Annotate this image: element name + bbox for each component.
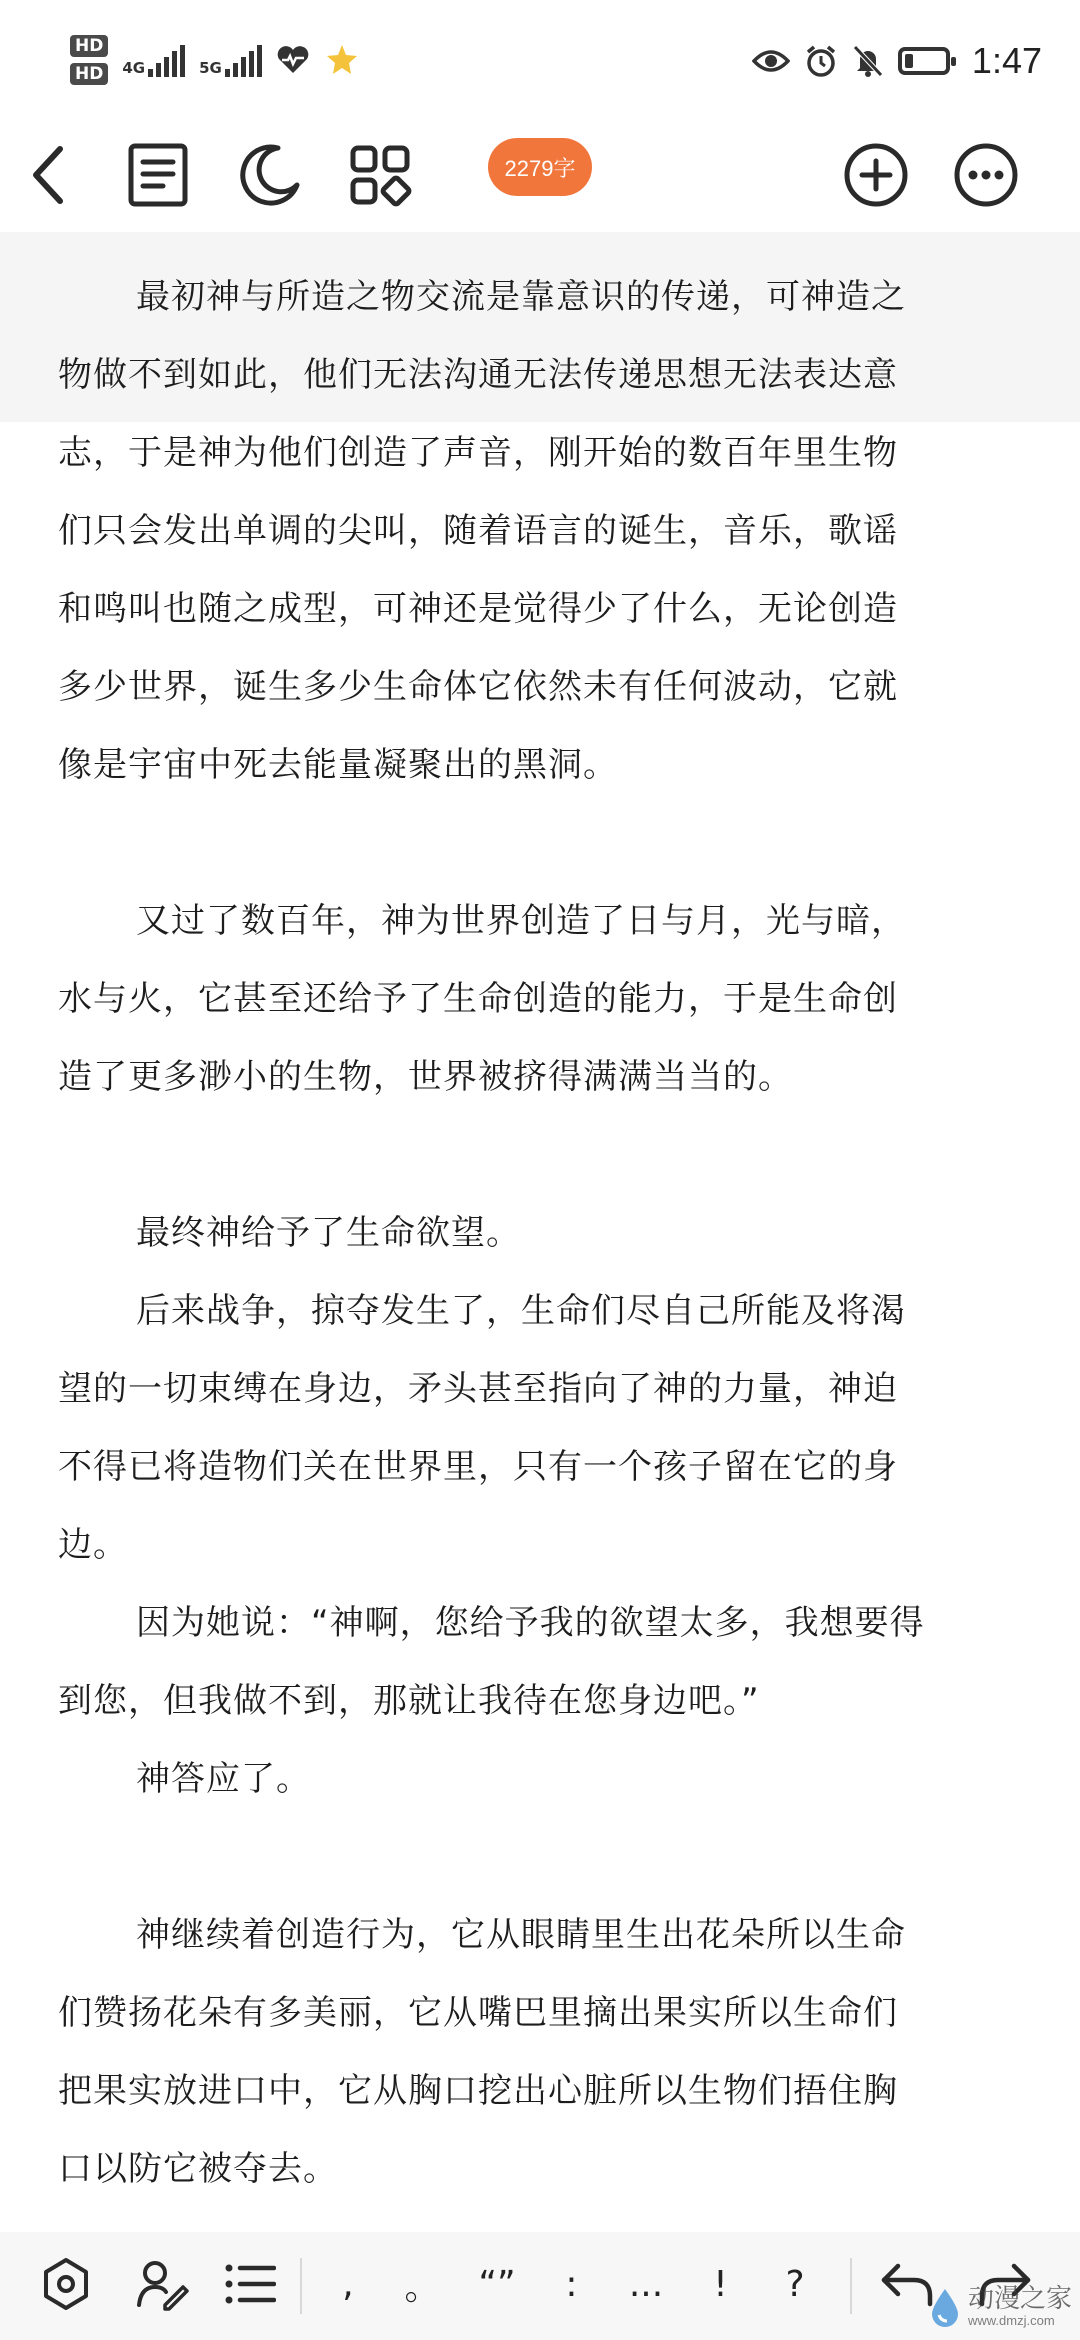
watermark-url: www.dmzj.com — [967, 2313, 1055, 2328]
eye-comfort-icon — [752, 46, 790, 76]
text-line: 和鸣叫也随之成型，可神还是觉得少了什么，无论创造 — [58, 589, 898, 629]
text-line: 们只会发出单调的尖叫，随着语言的诞生，音乐，歌谣 — [58, 511, 898, 551]
blank-line — [58, 1818, 1018, 1896]
status-bar — [0, 0, 1080, 120]
list-button[interactable] — [210, 2252, 290, 2316]
back-button[interactable] — [8, 135, 88, 215]
star-badge-icon — [324, 42, 360, 78]
alarm-icon — [804, 44, 838, 78]
punctuation-key[interactable]: “” — [478, 2263, 516, 2305]
grid-apps-icon — [348, 143, 412, 207]
settings-button[interactable] — [24, 2252, 108, 2316]
text-line: 后来战争，掠夺发生了，生命们尽自己所能及将渴 — [136, 1291, 906, 1331]
document-icon — [127, 142, 189, 208]
outline-button[interactable] — [118, 135, 198, 215]
status-left — [70, 30, 360, 90]
text-line: 最初神与所造之物交流是靠意识的传递，可神造之 — [136, 277, 906, 317]
signal-5g — [199, 43, 262, 77]
text-line: 又过了数百年，神为世界创造了日与月，光与暗， — [136, 901, 906, 941]
text-line: 到您，但我做不到，那就让我待在您身边吧。” — [58, 1681, 760, 1721]
undo-arrow-icon — [878, 2260, 934, 2308]
punctuation-key[interactable]: ! — [713, 2263, 728, 2305]
apps-button[interactable] — [340, 135, 420, 215]
network-label-4g: 4G — [122, 59, 146, 77]
mute-bell-icon — [852, 44, 884, 78]
text-line: 像是宇宙中死去能量凝聚出的黑洞。 — [58, 745, 618, 785]
text-line: 神答应了。 — [136, 1759, 311, 1799]
text-line: 不得已将造物们关在世界里，只有一个孩子留在它的身 — [58, 1447, 898, 1487]
text-line: 水与火，它甚至还给予了生命创造的能力，于是生命创 — [58, 979, 898, 1019]
text-line: 物做不到如此，他们无法沟通无法传递思想无法表达意 — [58, 355, 898, 395]
signal-bars-icon — [225, 43, 262, 77]
signal-bars-icon — [148, 43, 185, 77]
editor-content[interactable] — [58, 258, 1018, 2208]
hexagon-settings-icon — [41, 2257, 91, 2311]
network-label-5g: 5G — [199, 59, 222, 77]
watermark — [928, 2285, 1072, 2328]
hd-indicators — [70, 35, 108, 85]
text-line: 神继续着创造行为，它从眼睛里生出花朵所以生命 — [136, 1915, 906, 1955]
blank-line — [58, 804, 1018, 882]
person-edit-icon — [135, 2257, 189, 2311]
hd-badge-2: HD — [70, 63, 108, 85]
hd-badge-1: HD — [70, 35, 108, 57]
list-icon — [224, 2262, 276, 2306]
punctuation-key[interactable]: : — [565, 2263, 578, 2305]
text-line: 因为她说：“神啊，您给予我的欲望太多，我想要得 — [136, 1603, 925, 1643]
divider — [850, 2258, 852, 2314]
text-line: 望的一切束缚在身边，矛头甚至指向了神的力量，神迫 — [58, 1369, 898, 1409]
text-line: 边。 — [58, 1525, 128, 1565]
text-line: 们赞扬花朵有多美丽，它从嘴巴里摘出果实所以生命们 — [58, 1993, 898, 2033]
text-line: 志，于是神为他们创造了声音，刚开始的数百年里生物 — [58, 433, 898, 473]
text-line: 造了更多渺小的生物，世界被挤得满满当当的。 — [58, 1057, 793, 1097]
punctuation-key[interactable]: ... — [628, 2263, 664, 2305]
heart-health-icon — [276, 45, 310, 75]
divider — [300, 2258, 302, 2314]
battery-icon — [898, 47, 950, 75]
clock: 1:47 — [971, 40, 1042, 81]
blank-line — [58, 1116, 1018, 1194]
more-button[interactable] — [946, 135, 1026, 215]
chevron-left-icon — [26, 143, 70, 207]
night-mode-button[interactable] — [230, 135, 310, 215]
punctuation-key[interactable]: 。 — [404, 2266, 441, 2308]
watermark-text: 动漫之家 — [967, 2284, 1072, 2314]
punctuation-key[interactable]: , — [342, 2263, 354, 2305]
input-toolbar — [0, 2232, 1080, 2340]
moon-icon — [238, 143, 302, 207]
more-dots-icon — [953, 142, 1019, 208]
word-count-badge: 2279字 — [488, 138, 592, 196]
signal-4g — [122, 43, 185, 77]
add-button[interactable] — [836, 135, 916, 215]
text-line: 口以防它被夺去。 — [58, 2149, 338, 2189]
text-line: 把果实放进口中，它从胸口挖出心脏所以生物们捂住胸 — [58, 2071, 898, 2111]
status-right — [752, 36, 1042, 86]
plus-circle-icon — [843, 142, 909, 208]
handwriting-button[interactable] — [120, 2252, 204, 2316]
logo-drop-icon — [928, 2287, 962, 2327]
text-line: 最终神给予了生命欲望。 — [136, 1213, 521, 1253]
text-line: 多少世界，诞生多少生命体它依然未有任何波动，它就 — [58, 667, 898, 707]
punctuation-key[interactable]: ? — [785, 2263, 805, 2305]
